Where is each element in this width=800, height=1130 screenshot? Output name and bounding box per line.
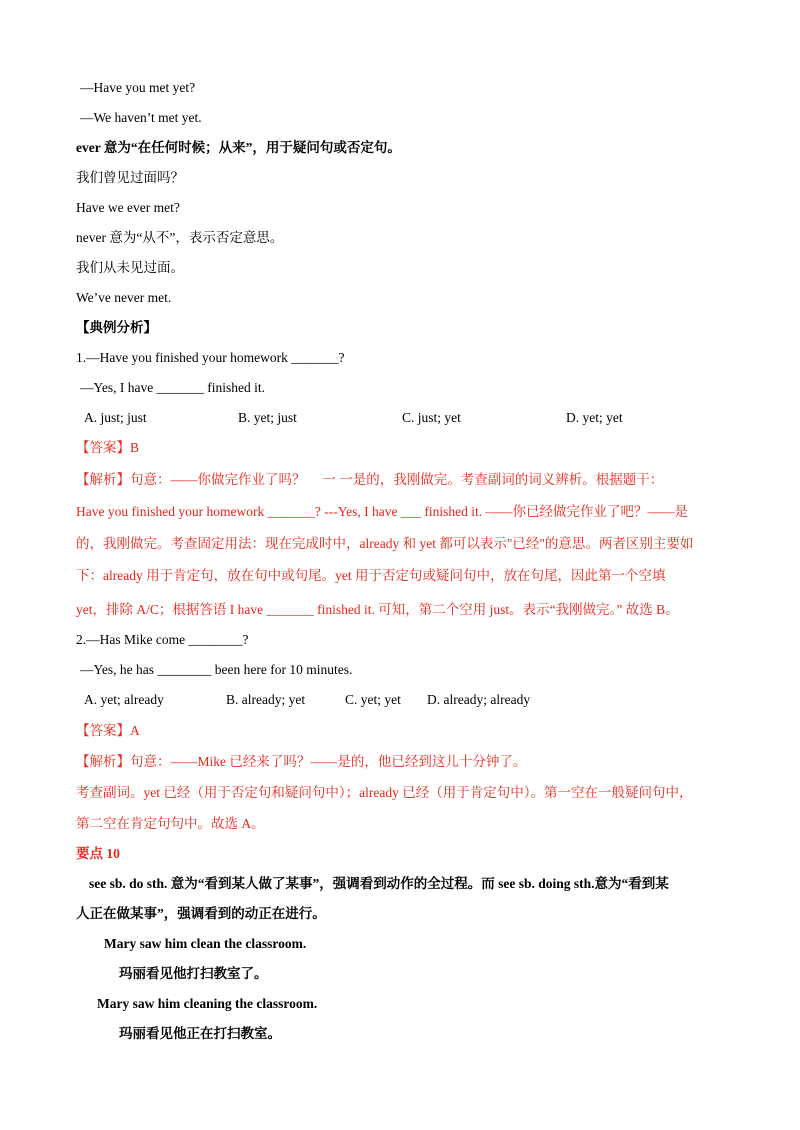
example-1-analysis-line: Have you finished your homework _______? ---Yes, I have ___ finished it. ——你已经做完作业了吧？——是 — [76, 504, 689, 519]
example-1-question: 1.—Have you finished your homework _______? — [76, 350, 345, 365]
option-c: C. just; yet — [402, 410, 461, 425]
ever-example-en: Have we ever met? — [76, 200, 180, 215]
example-1-analysis-line: yet，排除 A/C；根据答语 I have _______ finished it. 可知，第二个空用 just。表示“我刚做完。” 故选 B。 — [76, 602, 679, 617]
point-10-example-1-en: Mary saw him clean the classroom. — [104, 936, 307, 951]
example-1-analysis-line: 的，我刚做完。考查固定用法：现在完成时中，already 和 yet 都可以表示"已经"的意思。两者区别主要如 — [76, 536, 694, 551]
point-10-definition-line: 人正在做某事”，强调看到的动正在进行。 — [76, 906, 326, 921]
ever-example-cn: 我们曾见过面吗？ — [76, 170, 184, 185]
never-definition: never 意为“从不”，表示否定意思。 — [76, 230, 284, 245]
point-10-title: 要点 10 — [76, 846, 120, 861]
point-10-definition-line: see sb. do sth. 意为“看到某人做了某事”，强调看到动作的全过程。而 see sb. doing sth.意为“看到某 — [89, 876, 669, 891]
point-10-example-1-cn: 玛丽看见他打扫教室了。 — [119, 966, 268, 981]
option-b: B. yet; just — [238, 410, 297, 425]
section-title: 【典例分析】 — [76, 320, 157, 335]
option-d: D. yet; yet — [566, 410, 623, 425]
example-2-analysis-line: 【解析】句意：——Mike 已经来了吗？——是的，他已经到这儿十分钟了。 — [76, 754, 527, 769]
intro-dialog-question: —Have you met yet? — [80, 80, 196, 95]
option-c: C. yet; yet — [345, 692, 401, 707]
intro-dialog-answer: —We haven’t met yet. — [80, 110, 202, 125]
option-b: B. already; yet — [226, 692, 306, 707]
example-1-options — [0, 409, 800, 427]
example-2-response: —Yes, he has ________ been here for 10 minutes. — [80, 662, 353, 677]
option-a: A. just; just — [84, 410, 147, 425]
option-d: D. already; already — [427, 692, 531, 707]
option-a: A. yet; already — [84, 692, 164, 707]
never-example-en: We’ve never met. — [76, 290, 172, 305]
point-10-example-2-cn: 玛丽看见他正在打扫教室。 — [119, 1026, 281, 1041]
never-example-cn: 我们从未见过面。 — [76, 260, 184, 275]
point-10-example-2-en: Mary saw him cleaning the classroom. — [97, 996, 318, 1011]
example-2-analysis-line: 第二空在肯定句句中。故选 A。 — [76, 816, 265, 831]
example-2-question: 2.—Has Mike come ________? — [76, 632, 249, 647]
example-1-analysis-line: 【解析】句意：——你做完作业了吗？ 一 一是的，我刚做完。考查副词的词义辨析。根据题干： — [76, 472, 664, 487]
example-2-analysis-line: 考查副词。yet 已经（用于否定句和疑问句中）；already 已经（用于肯定句中）。第一空在一般疑问句中， — [76, 785, 693, 800]
example-1-response: —Yes, I have _______ finished it. — [80, 380, 265, 395]
example-1-answer: 【答案】B — [76, 440, 140, 455]
ever-definition: ever 意为“在任何时候；从来”，用于疑问句或否定句。 — [76, 140, 401, 155]
example-1-analysis-line: 下：already 用于肯定句，放在句中或句尾。yet 用于否定句或疑问句中，放在句尾，因此第一个空填 — [76, 568, 666, 583]
example-2-answer: 【答案】A — [76, 723, 140, 738]
example-2-options — [0, 691, 800, 709]
